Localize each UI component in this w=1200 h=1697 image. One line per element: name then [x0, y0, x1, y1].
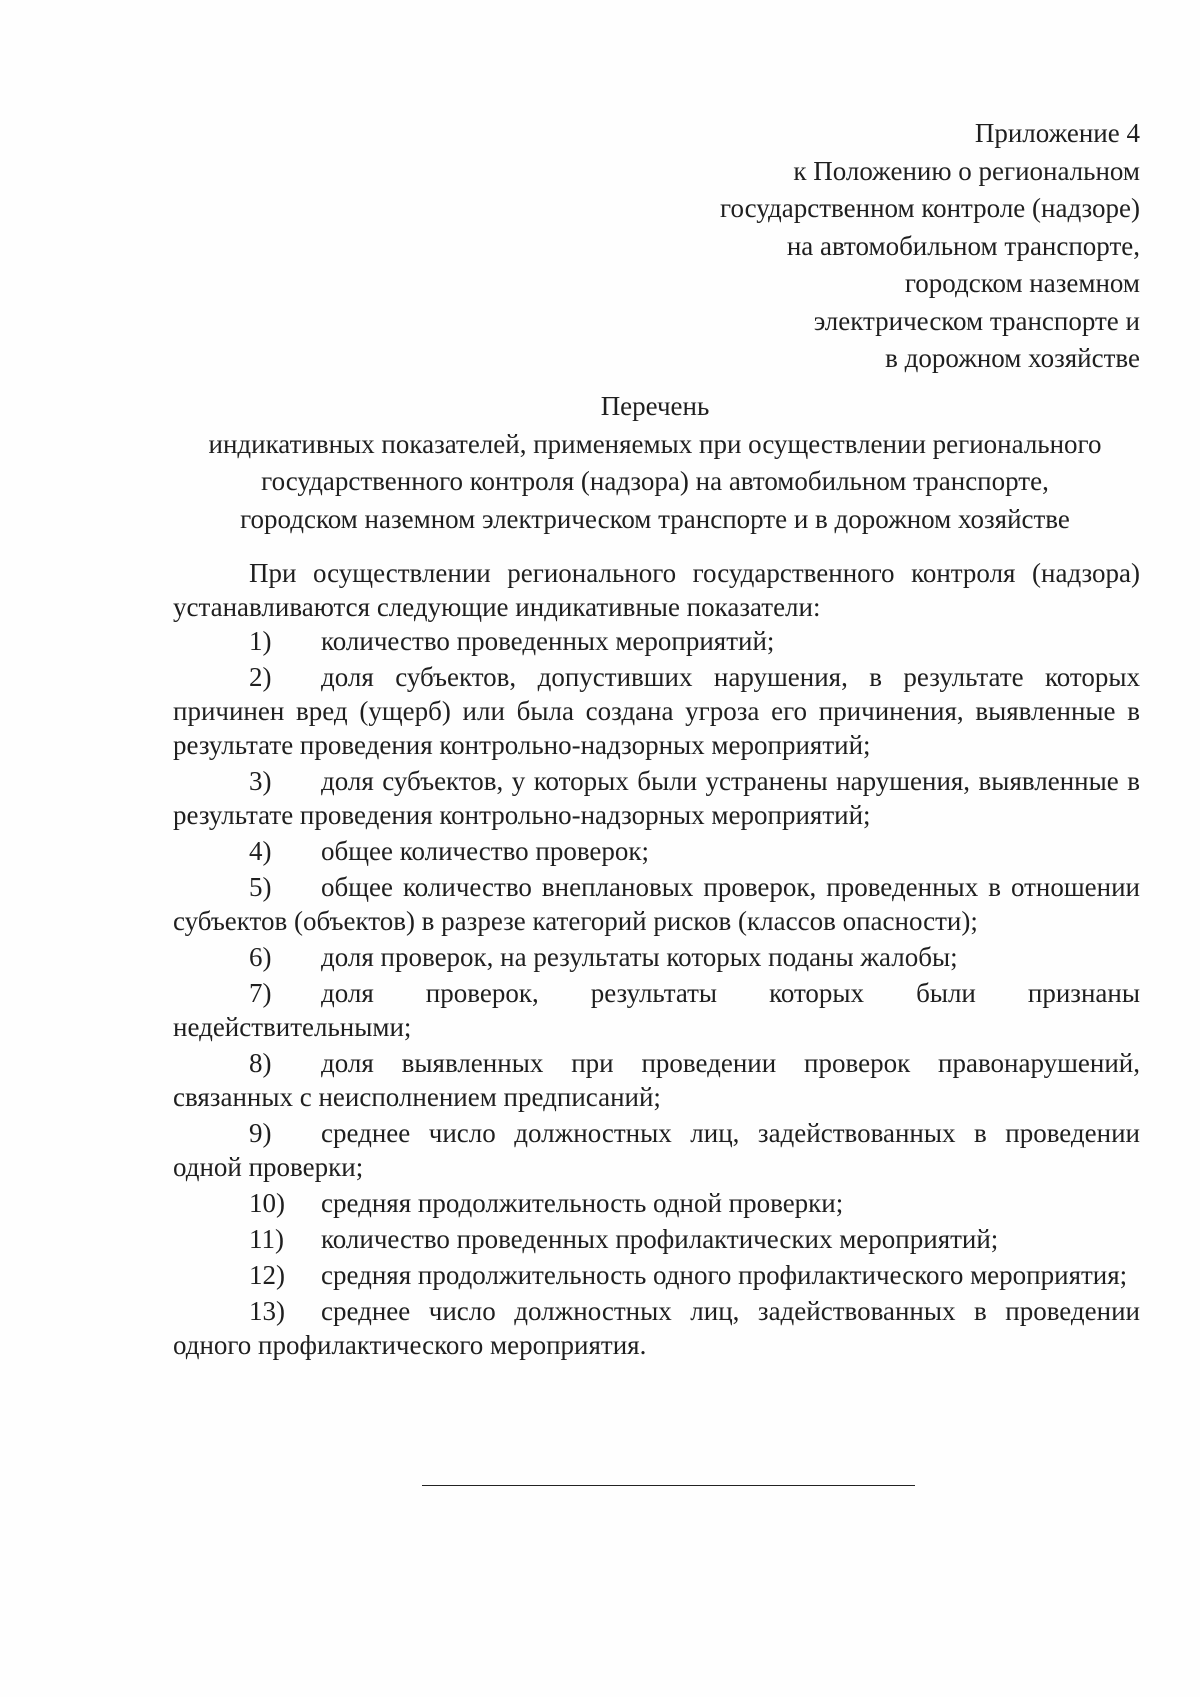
item-text: средняя продолжительность одного профилактического мероприятия; — [321, 1260, 1128, 1290]
item-number: 12) — [249, 1260, 285, 1290]
closing-rule — [422, 1485, 915, 1486]
item-text: доля проверок, результаты которых были признаны недействительными; — [173, 978, 1140, 1042]
appendix-line: государственном контроле (надзоре) — [720, 193, 1140, 223]
list-item — [173, 1222, 1140, 1256]
item-text: общее количество внеплановых проверок, проведенных в отношении субъектов (объектов) в разрезе категорий рисков (классов опасности); — [173, 872, 1140, 936]
item-text: доля проверок, на результаты которых поданы жалобы; — [321, 942, 958, 972]
item-number: 5) — [249, 872, 272, 902]
title-line: индикативных показателей, применяемых при осуществлении регионального — [208, 428, 1102, 459]
appendix-line: на автомобильном транспорте, — [786, 230, 1140, 261]
item-text: доля выявленных при проведении проверок правонарушений, связанных с неисполнением предписаний; — [173, 1048, 1140, 1112]
title-line: государственного контроля (надзора) на автомобильном транспорте, — [261, 466, 1049, 496]
item-number: 10) — [249, 1188, 285, 1218]
item-number: 9) — [249, 1118, 272, 1148]
list-item — [173, 1116, 1140, 1184]
item-number: 4) — [249, 836, 272, 866]
document-body — [173, 556, 1140, 1362]
intro-paragraph: При осуществлении регионального государственного контроля (надзора) устанавливаются следующие индикативные показатели: — [173, 558, 1140, 622]
list-item — [173, 1294, 1140, 1362]
item-text: количество проведенных мероприятий; — [321, 626, 775, 656]
item-number: 3) — [249, 766, 272, 796]
list-item — [173, 660, 1140, 762]
list-item — [173, 976, 1140, 1044]
appendix-header — [580, 115, 1140, 378]
item-text: доля субъектов, допустивших нарушения, в результате которых причинен вред (ущерб) или была создана угроза его причинения, выявленные в результате проведения контрольно-надзорных мероприятий; — [173, 662, 1140, 760]
item-text: количество проведенных профилактических мероприятий; — [321, 1224, 999, 1254]
list-item — [173, 834, 1140, 868]
appendix-line: в дорожном хозяйстве — [885, 343, 1140, 373]
list-item — [173, 624, 1140, 658]
item-number: 13) — [249, 1296, 285, 1326]
item-number: 2) — [249, 662, 272, 692]
item-text: доля субъектов, у которых были устранены нарушения, выявленные в результате проведения контрольно-надзорных мероприятий; — [173, 766, 1140, 830]
item-text: средняя продолжительность одной проверки; — [321, 1188, 844, 1218]
item-text: общее количество проверок; — [321, 836, 650, 866]
list-item — [173, 870, 1140, 938]
item-number: 1) — [249, 626, 272, 656]
item-number: 11) — [249, 1224, 284, 1254]
appendix-line: электрическом транспорте и — [813, 305, 1140, 336]
title-line: Перечень — [600, 391, 710, 421]
item-number: 8) — [249, 1048, 272, 1078]
list-item — [173, 1046, 1140, 1114]
document-title — [170, 388, 1140, 538]
list-item — [173, 940, 1140, 974]
appendix-line: к Положению о региональном — [793, 155, 1140, 186]
appendix-line: городском наземном — [904, 268, 1140, 298]
appendix-line: Приложение 4 — [974, 118, 1140, 148]
title-line: городском наземном электрическом транспорте и в дорожном хозяйстве — [240, 503, 1070, 534]
list-item — [173, 764, 1140, 832]
item-text: среднее число должностных лиц, задействованных в проведении одной проверки; — [173, 1118, 1140, 1182]
item-text: среднее число должностных лиц, задействованных в проведении одного профилактического мероприятия. — [173, 1296, 1140, 1360]
item-number: 7) — [249, 978, 272, 1008]
item-number: 6) — [249, 942, 272, 972]
list-item — [173, 1258, 1140, 1292]
list-item — [173, 1186, 1140, 1220]
